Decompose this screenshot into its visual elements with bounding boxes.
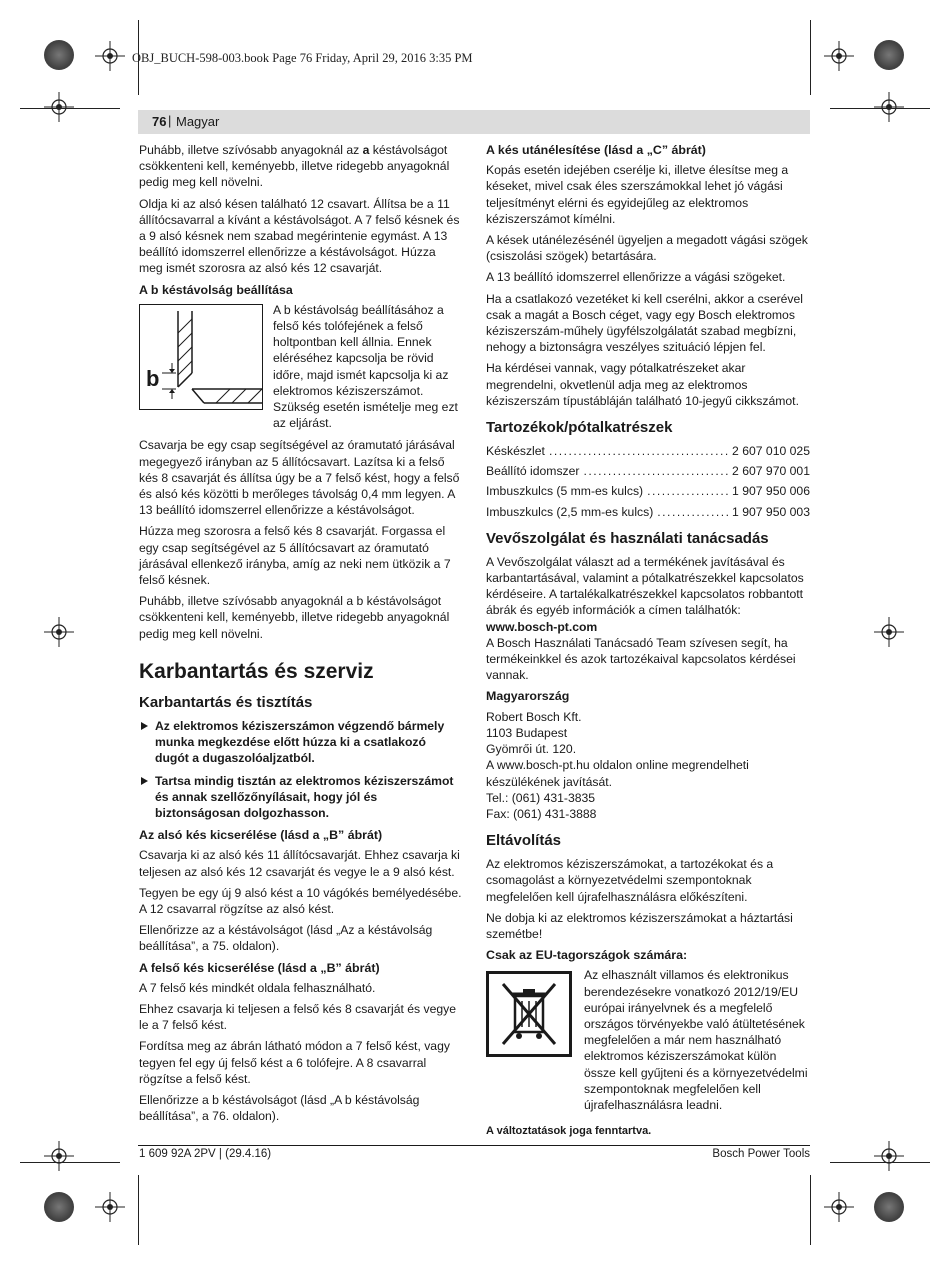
address-line: A www.bosch-pt.hu oldalon online megrendelheti készülékének javítását. — [486, 758, 749, 789]
subsection-heading: Tartozékok/pótalkatrészek — [486, 419, 673, 437]
paragraph: A kések utánélezésénél ügyeljen a megadott vágási szögek (csiszolási szögek) betartására. — [486, 233, 808, 264]
paragraph: A 7 felső kés mindkét oldala felhasználható. — [139, 980, 376, 995]
weee-text: Az elhasznált villamos és elektronikus berendezésekre vonatkozó 2012/19/EU európai irányelvnek és a megfelelő országos törvényekbe való átültetésének megfelelően a már nem használható elektromos kéziszerszámokat külön össze kell gyűjteni és a környezetvédelmi szempontoknak megfelelően kell újrafelhasználásra leadni. — [584, 968, 808, 1112]
crosshair-icon — [874, 92, 904, 122]
subsection-heading: Eltávolítás — [486, 832, 562, 850]
crosshair-icon — [95, 1192, 125, 1222]
list-item: Imbuszkulcs (2,5 mm-es kulcs) ..... 1 907 950 003 — [486, 504, 810, 520]
crop-mark — [810, 1175, 811, 1245]
crop-mark — [20, 1162, 120, 1163]
figure-caption-text: A b késtávolság beállításához a felső kés tolófejének a felső holtpontban kell állnia. Ennek eléréséhez kapcsolja be rövid időre, majd ismét kapcsolja ki az elektromos kéziszerszámot. Szükség esetén ismételje meg ezt az eljárást. — [273, 302, 458, 431]
paragraph: A Vevőszolgálat választ ad a termékének javításával és karbantartásával, valamint a pótalkatrészekkel kapcsolatos kérdéseire. A tartalékalkatrészekkel kapcsolatos robbantott ábrák és egyéb információk a címen találhatók: — [486, 554, 804, 618]
right-column — [486, 142, 810, 1144]
paragraph: Csavarja be egy csap segítségével az óramutató járásával megegyező irányban az 5 állítócsavart. Lazítsa ki a felső kés 8 csavarját és állítsa úgy be a 7 felső kést, hogy a felső és alsó kés közötti b merőleges távolság 0,4 mm legyen. A 13 beállító idomszerrel ellenőrizze a késtávolságot. — [139, 438, 460, 518]
paragraph: Fordítsa meg az ábrán látható módon a 7 felső kést, vagy tegyen fel egy új felső kést a 6 tolófejre. A 8 csavarral rögzítse a felső kést. — [139, 1039, 450, 1086]
registration-disc-icon — [44, 1192, 74, 1222]
list-item: Imbuszkulcs (5 mm-es kulcs) ..... 1 907 950 006 — [486, 483, 810, 499]
subsection-heading: Karbantartás és tisztítás — [139, 693, 313, 711]
blade-diagram-icon — [140, 305, 262, 409]
bullet-triangle-icon — [141, 722, 148, 730]
section-heading: Csak az EU-tagországok számára: — [486, 948, 688, 963]
paragraph: Csavarja ki az alsó kés 11 állítócsavarját. Ehhez csavarja ki teljesen az alsó kés 12 csavarját és vegye le a 9 alsó kést. — [139, 848, 460, 879]
left-column — [139, 142, 462, 1129]
figure-label-b: b — [146, 365, 160, 391]
paragraph: Ellenőrizze a b késtávolságot (lásd „A b késtávolság beállítása”, a 76. oldalon). — [139, 1092, 420, 1124]
blade-spacing-figure — [139, 304, 263, 410]
footer-brand: Bosch Power Tools — [712, 1148, 810, 1160]
section-heading: A kés utánélesítése (lásd a „C” ábrát) — [486, 143, 706, 157]
registration-disc-icon — [874, 1192, 904, 1222]
registration-disc-icon — [874, 40, 904, 70]
parts-list — [486, 443, 810, 520]
crop-mark — [20, 108, 120, 109]
crop-mark — [138, 1175, 139, 1245]
paragraph: Ehhez csavarja ki teljesen a felső kés 8 csavarját és vegye le a 7 felső kést. — [139, 1001, 457, 1033]
crosshair-icon — [95, 41, 125, 71]
registration-disc-icon — [44, 40, 74, 70]
crosshair-icon — [44, 1141, 74, 1171]
paragraph: Oldja ki az alsó késen található 12 csavart. Állítsa be a 11 állítócsavarral a kívánt a késtávolságot. A 7 felső késnek és a 9 alsó késnek nem szabad megérintenie egymást. A 13 beállító idomszerrel ellenőrizze a késtávolságot. Húzza meg ismét szorosra az alsó kés 12 csavarját. — [139, 196, 460, 276]
chapter-heading: Karbantartás és szerviz — [139, 659, 374, 683]
crosshair-icon — [874, 617, 904, 647]
bullet-triangle-icon — [141, 777, 148, 785]
paragraph: Ellenőrizze az a késtávolságot (lásd „Az a késtávolság beállítása”, a 75. oldalon). — [139, 923, 433, 954]
paragraph: A 13 beállító idomszerrel ellenőrizze a vágási szögeket. — [486, 270, 786, 285]
page-number: 76 — [152, 114, 167, 129]
paragraph: Ha a csatlakozó vezetéket ki kell cserélni, akkor a cserével csak a magát a Bosch céget, vagy egy Bosch elektromos kéziszerszám-műhely ügyfélszolgálatát szabad megbízni, nehogy a biztonságra veszélyes szituáció lépjen fel. — [486, 291, 804, 355]
footer-doc-number: 1 609 92A 2PV | (29.4.16) — [139, 1148, 272, 1160]
list-item: Késkészlet ..... 2 607 010 025 — [486, 443, 810, 459]
address-line: Robert Bosch Kft. — [486, 709, 582, 724]
website-link[interactable]: www.bosch-pt.com — [486, 619, 598, 634]
crosshair-icon — [824, 1192, 854, 1222]
paragraph: Húzza meg szorosra a felső kés 8 csavarját. Forgassa el egy csap segítségével az 5 állítócsavart az óramutató járásával ellenkező irányba, amíg az neki nem ütközik a 7 felső késnek. — [139, 524, 451, 588]
phone: Tel.: (061) 431-3835 — [486, 790, 596, 805]
paragraph: Puhább, illetve szívósabb anyagoknál a b késtávolságot csökkenteni kell, keményebb, illetve ridegebb anyagoknál pedig meg kell növelni. — [139, 594, 450, 641]
fax: Fax: (061) 431-3888 — [486, 806, 597, 821]
address-line: 1103 Budapest — [486, 725, 568, 740]
page-header — [138, 110, 810, 134]
paragraph: Ne dobja ki az elektromos kéziszerszámokat a háztartási szemétbe! — [486, 910, 793, 941]
paragraph: Kopás esetén idejében cserélje ki, illetve élesítse meg a késeket, mivel csak éles szerszámokkal lehet jó vágási teljesítményt elérni és egyidejűleg az elektromos kéziszerszámot kímélni. — [486, 163, 789, 226]
crosshair-icon — [874, 1141, 904, 1171]
address-line: Gyömrői út. 120. — [486, 742, 577, 757]
weee-crossed-bin-icon — [486, 971, 572, 1057]
list-item: Tartsa mindig tisztán az elektromos kéziszerszámot és annak szellőzőnyílásait, hogy jól és biztonságosan dolgozhasson. — [139, 773, 462, 822]
paragraph: Tegyen be egy új 9 alsó kést a 10 vágókés bemélyedésébe. A 12 csavarral rögzítse az alsó kést. — [139, 885, 462, 916]
section-heading: A b késtávolság beállítása — [139, 282, 293, 297]
section-heading: A felső kés kicserélése (lásd a „B” ábrát) — [139, 960, 380, 975]
paragraph: Ha kérdései vannak, vagy pótalkatrészeket akar megrendelni, okvetlenül adja meg az elektromos kéziszerszám típustábláján található 10-jegyű cikkszámot. — [486, 361, 799, 408]
section-heading: Magyarország — [486, 689, 570, 704]
crosshair-icon — [44, 92, 74, 122]
list-item: Az elektromos kéziszerszámon végzendő bármely munka megkezdése előtt húzza ki a csatlakozó dugót a dugaszolóaljzatból. — [139, 718, 462, 767]
list-item: Beállító idomszer ..... 2 607 970 001 — [486, 463, 810, 479]
paragraph: Puhább, illetve szívósabb anyagoknál az a késtávolságot csökkenteni kell, keményebb, illetve ridegebb anyagoknál pedig meg kell növelni. — [139, 143, 450, 190]
subsection-heading: Vevőszolgálat és használati tanácsadás — [486, 529, 769, 547]
header-separator: | — [168, 113, 172, 128]
print-header: OBJ_BUCH-598-003.book Page 76 Friday, April 29, 2016 3:35 PM — [132, 51, 473, 65]
crop-mark — [810, 20, 811, 95]
section-heading: Az alsó kés kicserélése (lásd a „B” ábrát) — [139, 828, 383, 843]
page-language: Magyar — [176, 114, 220, 129]
paragraph: Az elektromos kéziszerszámokat, a tartozékokat és a csomagolást a környezetvédelmi szempontoknak megfelelően kell újrafelhasználásra előkészíteni. — [486, 857, 774, 904]
crosshair-icon — [44, 617, 74, 647]
crop-mark — [830, 1162, 930, 1163]
crop-mark — [830, 108, 930, 109]
rights-notice: A változtatások joga fenntartva. — [486, 1125, 652, 1138]
paragraph: A Bosch Használati Tanácsadó Team szívesen segít, ha termékeinkkel és azok tartozékaival kapcsolatos kérdései vannak. — [486, 635, 796, 683]
footer-divider — [138, 1145, 810, 1146]
crosshair-icon — [824, 41, 854, 71]
